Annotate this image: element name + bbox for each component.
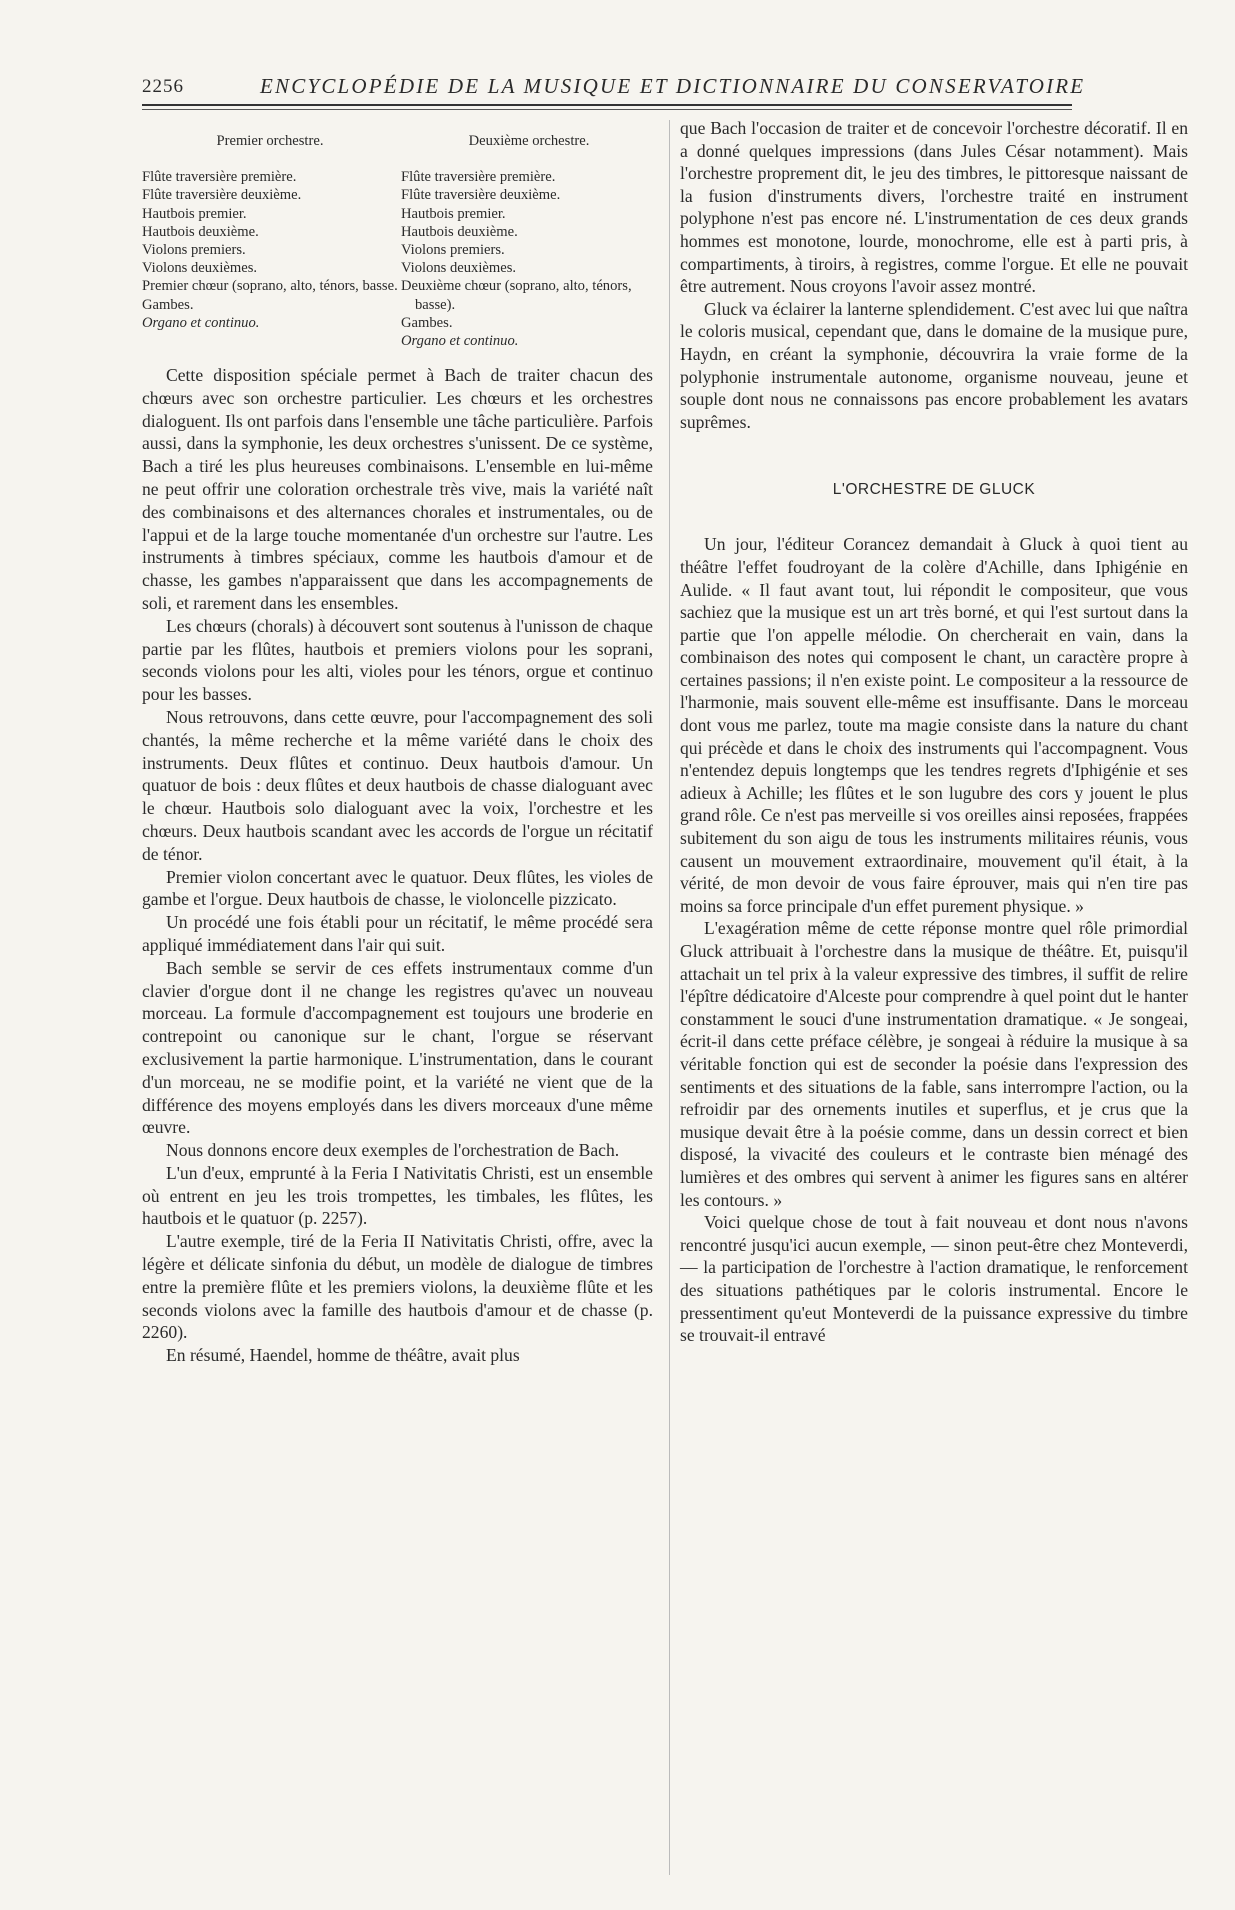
header-rule — [142, 104, 1072, 106]
paragraph: Nous retrouvons, dans cette œuvre, pour l'accompagnement des soli chantés, la même recherche et la même variété dans le choix des instruments. Deux flûtes et continuo. Deux hautbois d'amour. Un quatuor de bois : deux flûtes et deux hautbois de chasse dialoguant avec le chœur. Hautbois solo dialoguant avec la voix, l'orchestre et les chœurs. Deux hautbois scandant avec les accords de l'orgue un récitatif de ténor. — [142, 706, 653, 864]
list-item: Organo et continuo. — [142, 314, 260, 331]
paragraph: Cette disposition spéciale permet à Bach de traiter chacun des chœurs avec son orchestre particulier. Les chœurs et les orchestres dialoguent. Ils ont parfois dans l'ensemble une tâche particulière. Parfois aussi, dans la symphonie, les deux orchestres s'unissent. De ce système, Bach a tiré les plus heureuses combinaisons. L'ensemble en lui-même ne peut offrir une coloration orchestrale très vive, mais la variété naît des combinaisons et des alternances chorales et instrumentales, ou de l'appui et de la large touche momentanée d'un orchestre sur l'autre. Les instruments à timbres spéciaux, comme les hautbois d'amour et de chasse, les gambes n'apparaissent que dans les accompagnements de soli, et rarement dans les ensembles. — [142, 365, 653, 613]
list-item: Hautbois deuxième. — [401, 223, 518, 240]
running-title: ENCYCLOPÉDIE DE LA MUSIQUE ET DICTIONNAIRE DU CONSERVATOIRE — [260, 74, 1086, 98]
paragraph: Bach semble se servir de ces effets instrumentaux comme d'un clavier d'orgue dont il ne change les registres qu'avec un nouveau morceau. La formule d'accompagnement est toujours une broderie en contrepoint ou canonique sur le chant, l'orgue se réservant exclusivement la partie harmonique. L'instrumentation, dans le courant d'un morceau, ne se modifie point, et la variété ne vient que de la différence des moyens employés dans les divers morceaux d'une même œuvre. — [142, 957, 653, 1138]
list-item: Violons deuxièmes. — [401, 260, 517, 277]
list-item: Flûte traversière deuxième. — [142, 187, 302, 204]
list-item: Deuxième chœur (soprano, alto, ténors, basse). — [401, 278, 632, 313]
list-item: Flûte traversière première. — [142, 169, 297, 186]
list-item: Flûte traversière deuxième. — [401, 187, 561, 204]
list-item: Hautbois premier. — [401, 205, 506, 222]
list-item: Hautbois deuxième. — [142, 223, 259, 240]
paragraph: L'autre exemple, tiré de la Feria II Nativitatis Christi, offre, avec la légère et délicate sinfonia du début, un modèle de dialogue de timbres entre la première flûte et les premiers violons, la deuxième flûte et les seconds violons avec la famille des hautbois d'amour et de chasse (p. 2260). — [142, 1231, 653, 1343]
page-header — [142, 74, 1086, 104]
paragraph: Voici quelque chose de tout à fait nouveau et dont nous n'avons rencontré jusqu'ici aucun exemple, — sinon peut-être chez Monteverdi, — la participation de l'orchestre à l'action dramatique, le renforcement des situations pathétiques par le coloris instrumental. Encore le pressentiment qu'eut Monteverdi de la puissance expressive du timbre se trouvait-il entravé — [680, 1212, 1188, 1346]
first-orchestra-heading: Premier orchestre. — [216, 133, 324, 149]
paragraph: Nous donnons encore deux exemples de l'orchestration de Bach. — [166, 1140, 620, 1161]
list-item: Gambes. — [401, 314, 453, 331]
paragraph: Premier violon concertant avec le quatuor. Deux flûtes, les violes de gambe et l'orgue. Deux hautbois de chasse, le violoncelle pizzicato. — [142, 866, 653, 910]
list-item: Premier chœur (soprano, alto, ténors, basse. — [142, 278, 398, 295]
page-number: 2256 — [142, 76, 184, 97]
list-item: Gambes. — [142, 296, 194, 313]
list-item: Violons premiers. — [142, 242, 246, 259]
column-divider — [669, 120, 670, 1875]
list-item: Organo et continuo. — [401, 333, 519, 350]
left-column — [142, 122, 653, 1367]
section-title: L'ORCHESTRE DE GLUCK — [832, 481, 1036, 499]
paragraph: L'exagération même de cette réponse montre quel rôle primordial Gluck attribuait à l'orchestre dans la musique de théâtre. Et, puisqu'il attachait un tel prix à la valeur expressive des timbres, il suffit de relire l'épître dédicatoire d'Alceste pour comprendre à quel point dut le hanter constamment le souci d'une instrumentation dramatique. « Je songeai, écrit-il dans cette préface célèbre, je songeai à réduire la musique à sa véritable fonction qui est de seconder la poésie dans l'expression des sentiments et des situations de la fable, sans interrompre l'action, ou la refroidir par des ornements inutiles et superflus, et je crus que la musique devait être à la poésie comme, dans un dessin correct et bien disposé, la vivacité des couleurs et le contraste bien ménagé des lumières et des ombres qui servent à animer les figures sans en altérer les contours. » — [680, 918, 1188, 1210]
paragraph: L'un d'eux, emprunté à la Feria I Nativitatis Christi, est un ensemble où entrent en jeu les trois trompettes, les timbales, les flûtes, les hautbois et le quatuor (p. 2257). — [142, 1162, 653, 1229]
list-item: Violons premiers. — [401, 242, 505, 259]
list-item: Hautbois premier. — [142, 205, 247, 222]
paragraph: que Bach l'occasion de traiter et de concevoir l'orchestre décoratif. Il en a donné quelques impressions (dans Jules César notamment). Mais l'orchestre proprement dit, le jeu des timbres, le pittoresque naissant de la fusion d'instruments divers, l'orchestre traité en instrument polyphone n'est pas encore né. L'instrumentation de ces deux grands hommes est monotone, lourde, monochrome, elle est à parti pris, à compartiments, à tiroirs, à registres, comme l'orgue. Et elle ne pouvait être autrement. Nous croyons l'avoir assez montré. — [680, 118, 1188, 297]
orchestra-table — [142, 122, 653, 364]
paragraph: Un jour, l'éditeur Corancez demandait à Gluck à quoi tient au théâtre l'effet foudroyant de la colère d'Achille, dans Iphigénie en Aulide. « Il faut avant tout, lui répondit le compositeur, que vous sachiez que la musique est un art très borné, et qui l'est surtout dans la partie que l'on appelle mélodie. On chercherait en vain, dans la combinaison des notes qui composent le chant, un caractère propre à certaines passions; il n'en existe point. Le compositeur a la ressource de l'harmonie, mais souvent elle-même est insuffisante. Dans le morceau dont vous me parlez, toute ma magie consiste dans la nature du chant qui précède et dans le choix des instruments qui l'accompagnent. Vous n'entendez depuis longtemps que les tendres regrets d'Iphigénie et ses adieux à Achille; les flûtes et le son lugubre des cors y jouent le plus grand rôle. Ce n'est pas merveille si vos oreilles ainsi reposées, frappées subitement du son aigu de tous les instruments militaires réunis, vous causent un mouvement extraordinaire, mouvement qu'il était, à la vérité, de mon devoir de vous faire éprouver, mais qui n'en tire pas moins sa force principale d'un effet purement physique. » — [680, 534, 1188, 916]
list-item: Violons deuxièmes. — [142, 260, 258, 277]
paragraph: Les chœurs (chorals) à découvert sont soutenus à l'unisson de chaque partie par les flûtes, hautbois et premiers violons pour les soprani, seconds violons pour les alti, violes pour les ténors, orgue et continuo pour les basses. — [142, 615, 653, 705]
header-rule-thin — [142, 109, 1072, 110]
first-orchestra-list — [142, 122, 398, 332]
paragraph: Un procédé une fois établi pour un récitatif, le même procédé sera appliqué immédiatement dans l'air qui suit. — [142, 912, 653, 955]
list-item: Flûte traversière première. — [401, 169, 556, 186]
second-orchestra-list — [401, 122, 657, 350]
paragraph: En résumé, Haendel, homme de théâtre, avait plus — [166, 1345, 520, 1366]
paragraph: Gluck va éclairer la lanterne splendidement. C'est avec lui que naîtra le coloris musical, cependant que, dans le domaine de la musique pure, Haydn, en créant la symphonie, découvrira la vraie forme de la polyphonie instrumentale autonome, organisme nouveau, jeune et souple dont nous ne connaissons pas encore probablement les avatars suprêmes. — [680, 298, 1188, 432]
second-orchestra-heading: Deuxième orchestre. — [468, 133, 590, 149]
right-column — [680, 117, 1188, 1347]
